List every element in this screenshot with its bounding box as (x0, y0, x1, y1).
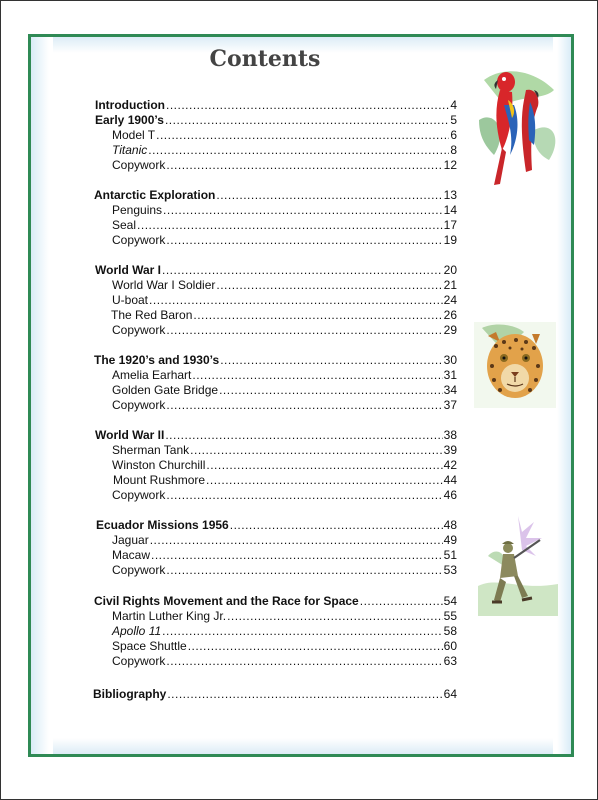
toc-entry-label: U-boat (112, 293, 149, 307)
toc-entry-label: Macaw (112, 548, 151, 562)
toc-entry (112, 638, 457, 654)
toc-leader-dots (166, 653, 442, 669)
toc-entry (112, 217, 457, 233)
toc-entry (93, 686, 457, 702)
toc-entry (112, 547, 457, 563)
toc-leader-dots (166, 322, 442, 338)
toc-entry (111, 307, 457, 323)
toc-leader-dots (166, 397, 442, 413)
toc-entry (112, 157, 457, 173)
toc-leader-dots (149, 292, 443, 308)
toc-leader-dots (188, 638, 443, 654)
toc-entry (113, 472, 457, 488)
toc-entry (112, 127, 457, 143)
toc-leader-dots (165, 112, 449, 128)
toc-entry (112, 532, 457, 548)
toc-leader-dots (216, 187, 442, 203)
toc-entry-label: World War II (95, 428, 165, 442)
toc-leader-dots (151, 547, 443, 563)
toc-entry-page: 46 (443, 488, 457, 502)
jaguar-illustration (474, 322, 556, 408)
toc-entry-label: Amelia Earhart (112, 368, 192, 382)
toc-entry-label: Titanic (112, 143, 148, 157)
toc-entry-page: 54 (443, 594, 457, 608)
toc-leader-dots (192, 367, 442, 383)
toc-entry-page: 13 (443, 188, 457, 202)
toc-entry-page: 38 (443, 428, 457, 442)
toc-leader-dots (148, 142, 449, 158)
toc-entry-page: 51 (443, 548, 457, 562)
toc-entry-page: 17 (443, 218, 457, 232)
toc-entry-page: 20 (443, 263, 457, 277)
toc-entry-page: 21 (443, 278, 457, 292)
toc-entry (112, 487, 457, 503)
toc-entry-page: 55 (443, 609, 457, 623)
toc-leader-dots (166, 97, 449, 113)
toc-entry (112, 382, 457, 398)
toc-leader-dots (206, 457, 442, 473)
page-title: Contents (209, 46, 321, 72)
toc-entry-label: Copywork (112, 563, 166, 577)
toc-entry-label: Apollo 11 (112, 624, 162, 638)
toc-entry-label: The Red Baron (111, 308, 193, 322)
toc-entry (94, 593, 457, 609)
toc-entry-label: Copywork (112, 233, 166, 247)
toc-leader-dots (166, 487, 442, 503)
toc-entry-label: Space Shuttle (112, 639, 187, 653)
toc-leader-dots (163, 202, 443, 218)
toc-entry-label: Introduction (95, 98, 165, 112)
toc-leader-dots (190, 442, 442, 458)
toc-entry-label: Copywork (112, 488, 166, 502)
toc-entry (112, 562, 457, 578)
soldier-illustration (478, 516, 558, 616)
toc-entry (94, 187, 457, 203)
toc-entry (112, 653, 457, 669)
toc-leader-dots (166, 562, 442, 578)
toc-leader-dots (166, 232, 442, 248)
toc-entry (112, 608, 457, 624)
toc-entry-page: 6 (450, 128, 457, 142)
toc-entry-page: 19 (443, 233, 457, 247)
toc-leader-dots (162, 262, 443, 278)
toc-leader-dots (137, 217, 443, 233)
toc-entry-label: The 1920’s and 1930’s (94, 353, 220, 367)
toc-entry-page: 34 (443, 383, 457, 397)
toc-entry-page: 26 (443, 308, 457, 322)
toc-entry-page: 64 (443, 687, 457, 701)
toc-leader-dots (162, 623, 442, 639)
toc-leader-dots (206, 472, 443, 488)
toc-entry-label: Sherman Tank (112, 443, 190, 457)
toc-entry-page: 4 (450, 98, 457, 112)
toc-entry-label: Ecuador Missions 1956 (96, 518, 229, 532)
toc-leader-dots (167, 686, 442, 702)
toc-entry-label: Copywork (112, 654, 166, 668)
toc-entry (112, 397, 457, 413)
toc-leader-dots (193, 307, 442, 323)
toc-entry-page: 29 (443, 323, 457, 337)
toc-entry-label: Jaguar (112, 533, 149, 547)
toc-entry (95, 262, 457, 278)
toc-entry (112, 202, 457, 218)
toc-leader-dots (230, 517, 443, 533)
toc-entry (112, 367, 457, 383)
toc-entry-page: 5 (450, 113, 457, 127)
toc-entry (112, 322, 457, 338)
toc-entry-label: Copywork (112, 398, 166, 412)
toc-entry-page: 31 (443, 368, 457, 382)
toc-entry-label: Golden Gate Bridge (112, 383, 219, 397)
toc-entry-page: 39 (443, 443, 457, 457)
toc-entry (95, 427, 457, 443)
toc-leader-dots (165, 427, 442, 443)
toc-entry (112, 232, 457, 248)
toc-entry-label: Early 1900’s (95, 113, 164, 127)
toc-leader-dots (219, 382, 443, 398)
toc-entry-page: 48 (443, 518, 457, 532)
toc-entry-label: Copywork (112, 158, 166, 172)
macaw-illustration (474, 60, 564, 190)
toc-entry-label: Antarctic Exploration (94, 188, 216, 202)
toc-leader-dots (156, 127, 449, 143)
toc-entry-page: 37 (443, 398, 457, 412)
toc-entry-label: Penguins (112, 203, 163, 217)
toc-entry-label: Winston Churchill (112, 458, 206, 472)
toc-entry (95, 112, 457, 128)
toc-entry-page: 44 (443, 473, 457, 487)
toc-entry-label: Martin Luther King Jr. (112, 609, 227, 623)
toc-entry-page: 53 (443, 563, 457, 577)
toc-entry (112, 442, 457, 458)
toc-entry-label: Mount Rushmore (113, 473, 206, 487)
toc-entry (112, 142, 457, 158)
toc-entry-page: 58 (443, 624, 457, 638)
toc-entry-label: Seal (112, 218, 137, 232)
toc-leader-dots (150, 532, 443, 548)
toc-entry (112, 457, 457, 473)
toc-entry-label: World War I Soldier (112, 278, 216, 292)
toc-entry-page: 14 (443, 203, 457, 217)
toc-leader-dots (216, 277, 442, 293)
toc-entry-page: 8 (450, 143, 457, 157)
toc-entry-label: Civil Rights Movement and the Race for Space (94, 594, 359, 608)
toc-entry-label: Copywork (112, 323, 166, 337)
toc-entry-label: World War I (95, 263, 161, 277)
toc-entry (112, 623, 457, 639)
toc-entry-page: 63 (443, 654, 457, 668)
toc-leader-dots (220, 352, 442, 368)
toc-leader-dots (227, 608, 443, 624)
toc-entry-page: 42 (443, 458, 457, 472)
toc-entry-page: 49 (443, 533, 457, 547)
toc-entry-page: 60 (443, 639, 457, 653)
toc-entry (112, 277, 457, 293)
toc-entry (112, 292, 457, 308)
toc-entry (95, 97, 457, 113)
toc-entry (94, 352, 457, 368)
toc-entry-label: Bibliography (93, 687, 167, 701)
toc-entry-label: Model T (112, 128, 156, 142)
toc-leader-dots (360, 593, 443, 609)
toc-entry-page: 30 (443, 353, 457, 367)
toc-entry (96, 517, 457, 533)
toc-leader-dots (166, 157, 442, 173)
toc-entry-page: 24 (443, 293, 457, 307)
toc-entry-page: 12 (443, 158, 457, 172)
